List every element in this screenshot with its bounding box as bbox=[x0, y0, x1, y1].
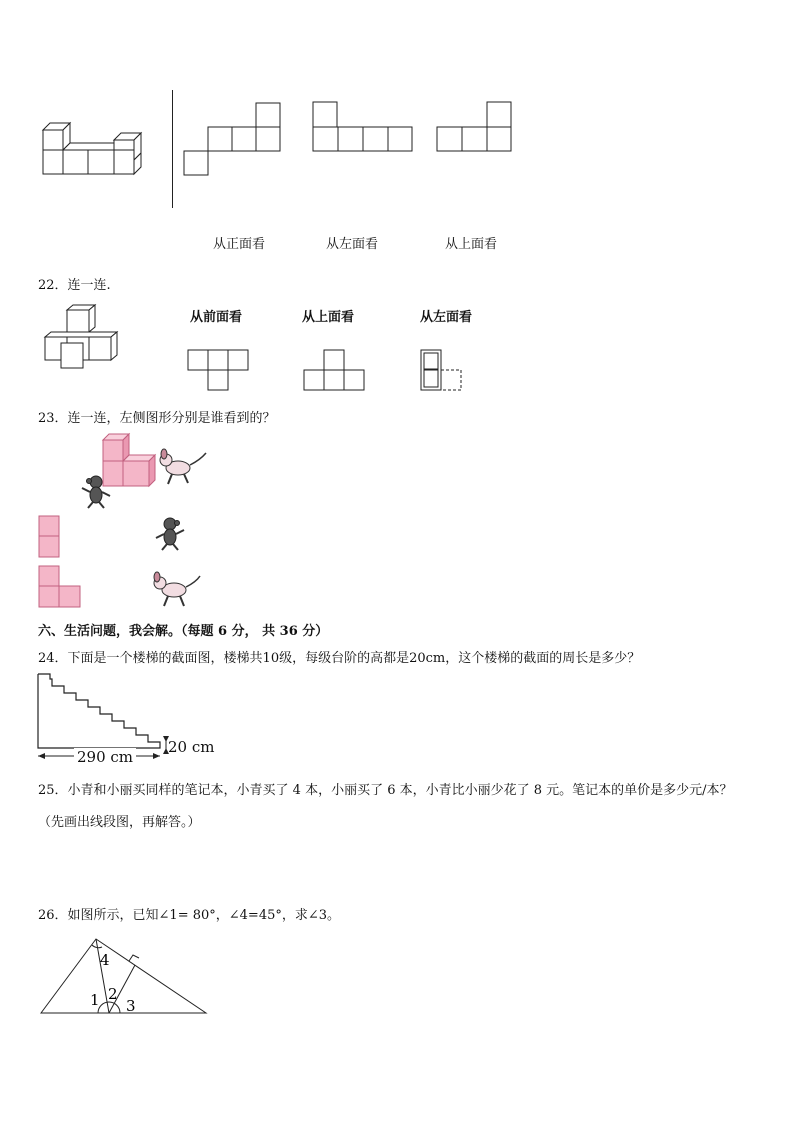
monkey-icon bbox=[78, 474, 114, 510]
dog-icon bbox=[156, 448, 210, 488]
q22-solid-figure bbox=[42, 305, 124, 371]
q24-step-label: 20 cm bbox=[168, 738, 215, 756]
q21-view-top bbox=[436, 100, 514, 154]
q22-prompt: 22．连一连. bbox=[38, 278, 111, 293]
q23-pink-view-l bbox=[38, 565, 84, 609]
q21-label-front: 从正面看 bbox=[213, 237, 266, 252]
q21-label-top: 从上面看 bbox=[445, 237, 498, 252]
q22-label-front: 从前面看 bbox=[190, 310, 243, 325]
q22-label-left: 从左面看 bbox=[420, 310, 473, 325]
q23-prompt: 23．连一连，左侧图形分别是谁看到的？ bbox=[38, 411, 276, 426]
q22-view-left bbox=[420, 348, 466, 392]
q25-prompt: 25．小青和小丽买同样的笔记本，小青买了 4 本，小丽买了 6 本，小青比小丽少花了 8 元。笔记本的单价是多少元/本？ bbox=[38, 783, 733, 798]
q21-solid-figure bbox=[40, 120, 160, 180]
q26-prompt: 26．如图所示，已知∠1= 80°，∠4=45°，求∠3。 bbox=[38, 908, 341, 923]
q22-view-front bbox=[187, 348, 251, 392]
q22-label-top: 从上面看 bbox=[302, 310, 355, 325]
q22-view-top bbox=[303, 348, 367, 392]
dog-icon bbox=[150, 570, 204, 610]
angle-label-4: 4 bbox=[100, 951, 110, 969]
q23-pink-view-column bbox=[38, 515, 62, 559]
section-6-title: 六、生活问题，我会解。（每题 6 分， 共 36 分） bbox=[38, 624, 329, 639]
q21-label-left: 从左面看 bbox=[326, 237, 379, 252]
q24-width-label: 290 cm bbox=[74, 748, 136, 766]
q26-triangle bbox=[38, 935, 210, 1017]
angle-label-1: 1 bbox=[90, 991, 100, 1009]
monkey-icon bbox=[152, 516, 188, 552]
q21-view-front bbox=[183, 100, 283, 178]
angle-label-3: 3 bbox=[126, 997, 136, 1015]
angle-label-2: 2 bbox=[108, 985, 118, 1003]
q25-note: （先画出线段图，再解答。） bbox=[38, 815, 201, 830]
divider-line bbox=[172, 90, 173, 208]
q24-prompt: 24．下面是一个楼梯的截面图，楼梯共10级，每级台阶的高都是20cm，这个楼梯的截面的周长是多少？ bbox=[38, 651, 641, 666]
q21-view-left bbox=[312, 100, 414, 154]
